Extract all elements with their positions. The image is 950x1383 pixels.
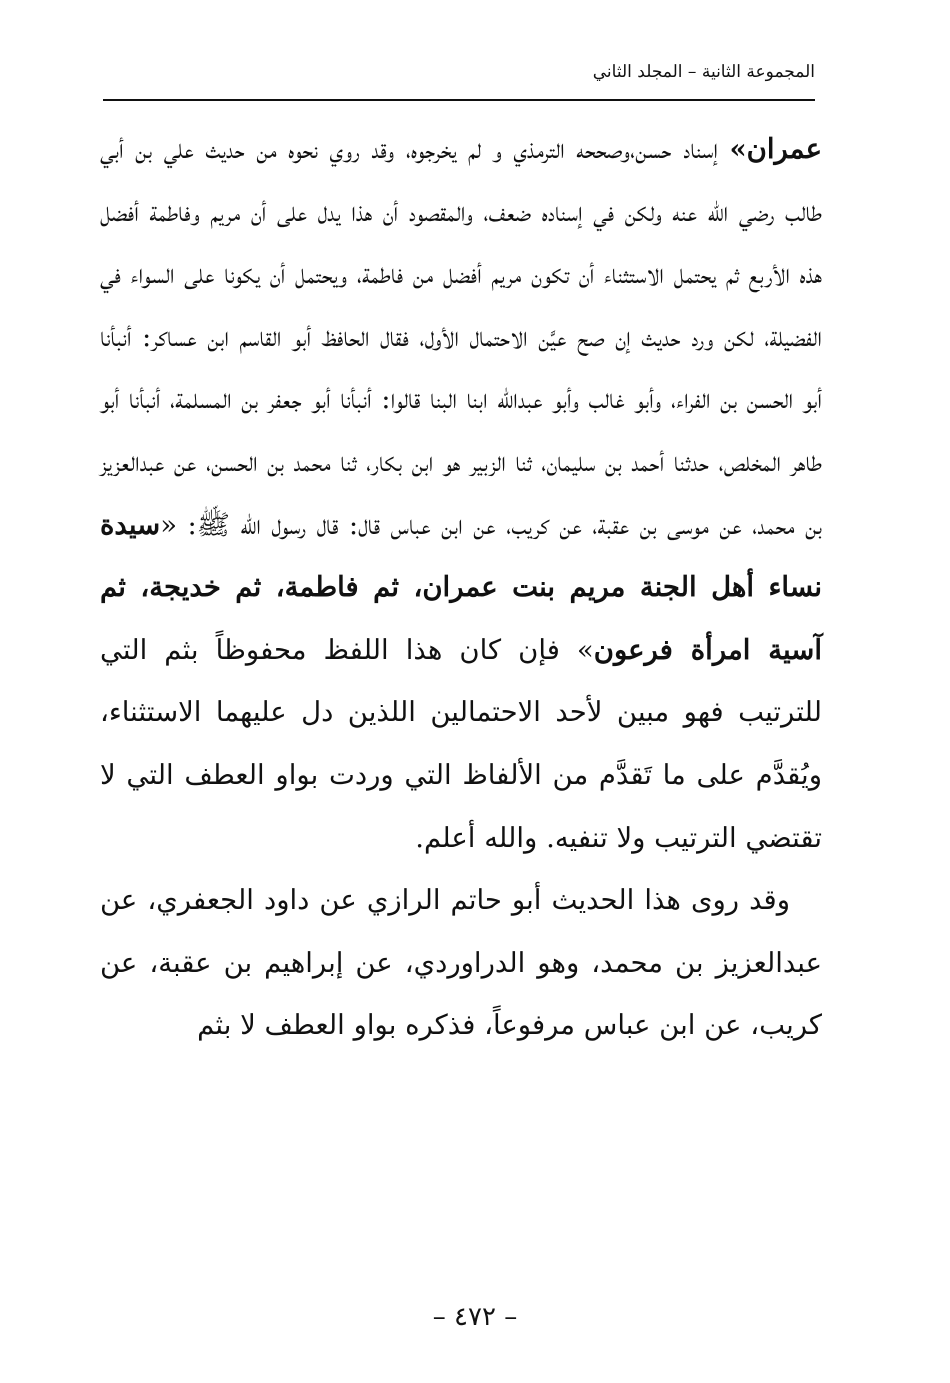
text-run: سيدة نساء أهل الجنة مريم بنت عمران، ثم فاطمة، ثم خديجة، ثم آسية امرأة فرعون — [100, 508, 822, 666]
text-run: وقد روى هذا الحديث أبو حاتم الرازي عن داود الجعفري، عن عبدالعزيز بن محمد، وهو الدراوردي، عن إبراهيم بن عقبة، عن كريب، عن ابن عباس مرفوعاً، فذكره بواو العطف لا بثم — [100, 884, 822, 1042]
paragraph-2 — [100, 869, 822, 1057]
text-run: عمران» — [729, 133, 822, 165]
running-header: المجموعة الثانية – المجلد الثاني — [592, 62, 815, 82]
body-text — [100, 118, 822, 1057]
header-rule — [103, 99, 815, 101]
text-run: » فإن كان هذا اللفظ محفوظاً بثم التي للترتيب فهو مبين لأحد الاحتمالين اللذين دل عليهما الاستثناء، ويُقدَّم على ما تَقدَّم من الألفاظ التي وردت بواو العطف التي لا تقتضي الترتيب ولا تنفيه. والله أعلم. — [100, 633, 822, 854]
text-run: إسناد حسن،وصححه الترمذي و لم يخرجوه، وقد روي نحوه من حديث علي بن أبي طالب رضي الله عنه ولكن في إسناده ضعف، والمقصود أن هذا يدل على أن مريم وفاطمة أفضل هذه الأربع ثم يحتمل الاستثناء أن تكون مريم أفضل من فاطمة، ويحتمل أن يكونا على السواء في الفضيلة، لكن ورد حديث إن صح عيَّن الاحتمال الأول، فقال الحافظ أبو القاسم ابن عساكر: أنبأنا أبو الحسن بن الفراء، وأبو غالب وأبو عبدالله ابنا البنا قالوا: أنبأنا أبو جعفر بن المسلمة، أنبأنا أبو طاهر المخلص، حدثنا أحمد بن سليمان، ثنا الزبير هو ابن بكار، ثنا محمد بن الحسن، عن عبدالعزيز بن محمد، عن موسى بن عقبة، عن كريب، عن ابن عباس قال: قال رسول الله ﷺ: « — [100, 133, 822, 541]
paragraph-1 — [100, 118, 822, 869]
page-number: – ٤٧٢ – — [432, 1302, 518, 1332]
